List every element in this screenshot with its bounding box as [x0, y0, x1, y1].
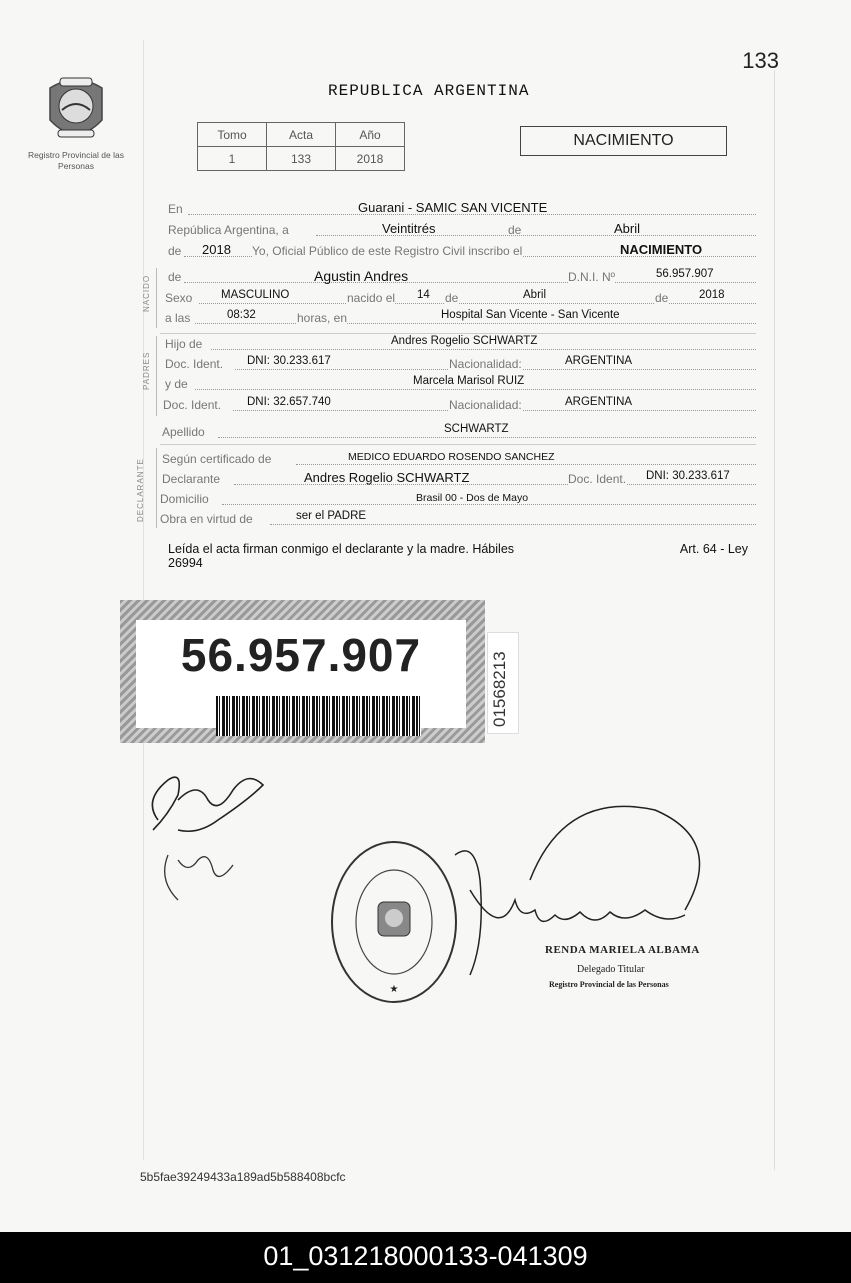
horas-en-label: horas, en [297, 311, 348, 325]
obra-value: ser el PADRE [296, 510, 367, 522]
sexo-label: Sexo [165, 291, 193, 305]
nacionalidad-label: Nacionalidad: [449, 398, 522, 412]
logo-caption: Registro Provincial de las Personas [28, 150, 124, 171]
obra-label: Obra en virtud de [160, 512, 253, 526]
sticker-serial: 01568213 [490, 651, 509, 727]
section-label-padres: PADRES [142, 351, 151, 390]
registry-value-acta: 133 [267, 147, 336, 171]
field-row-en [168, 200, 758, 218]
page-number: 133 [742, 48, 779, 73]
field-row-padre-doc [165, 355, 758, 373]
nacionalidad-label: Nacionalidad: [449, 357, 522, 371]
registry-table [197, 122, 405, 171]
padre-value: Andres Rogelio SCHWARTZ [391, 335, 538, 347]
right-margin-line [774, 70, 775, 1170]
field-row-sexo [165, 289, 758, 307]
declarante-value: Andres Rogelio SCHWARTZ [304, 470, 470, 485]
handwritten-signature-official [445, 800, 725, 985]
inscribo-value: NACIMIENTO [620, 242, 703, 257]
domicilio-value: Brasil 00 - Dos de Mayo [416, 492, 529, 504]
reading-note [168, 542, 748, 570]
note-law-number: 26994 [168, 556, 203, 570]
de4-label: de [445, 291, 459, 305]
doc-ident-label: Doc. Ident. [163, 398, 222, 412]
field-row-apellido [162, 423, 758, 441]
mes-value: Abril [614, 221, 641, 236]
sexo-value: MASCULINO [221, 289, 290, 301]
section-label-nacido: NACIDO [142, 274, 151, 312]
registry-value-anio: 2018 [336, 147, 405, 171]
doc-ident-label: Doc. Ident. [165, 357, 224, 371]
madre-doc-value: DNI: 32.657.740 [247, 396, 331, 408]
handwritten-signature-declarante [138, 760, 278, 910]
declarante-label: Declarante [162, 472, 221, 486]
declarante-bracket [156, 448, 157, 528]
declarante-doc-value: DNI: 30.233.617 [646, 470, 730, 482]
nac-dia-value: 14 [417, 289, 430, 301]
document-title: REPUBLICA ARGENTINA [328, 82, 530, 100]
dni-sticker [120, 600, 485, 743]
field-row-inscripcion [168, 242, 758, 260]
field-row-nombre [168, 268, 758, 286]
anio-value: 2018 [202, 242, 231, 257]
section-label-declarante: DECLARANTE [136, 458, 145, 522]
field-row-certificado [162, 450, 758, 468]
province-coat-of-arms-logo [40, 70, 112, 150]
field-row-fecha [168, 221, 758, 239]
de5-label: de [655, 291, 669, 305]
signer-name: RENDA MARIELA ALBAMA [545, 944, 700, 956]
apellido-value: SCHWARTZ [444, 423, 509, 435]
field-row-obra [160, 510, 758, 528]
field-row-declarante [162, 470, 758, 488]
de2-label: de [168, 244, 182, 258]
field-row-madre-doc [163, 396, 758, 414]
official-signature-block [545, 944, 700, 989]
dni-value: 56.957.907 [656, 268, 714, 280]
republica-label: República Argentina, a [168, 223, 289, 237]
footer-code: 01_031218000133-041309 [0, 1232, 851, 1283]
field-row-domicilio [160, 490, 758, 508]
doc-ident-label: Doc. Ident. [568, 472, 627, 486]
section-separator [160, 444, 756, 445]
field-row-padre [165, 335, 758, 353]
domicilio-label: Domicilio [160, 492, 209, 506]
section-separator [160, 333, 756, 334]
madre-nac-value: ARGENTINA [565, 396, 633, 408]
padre-nac-value: ARGENTINA [565, 355, 633, 367]
en-value: Guarani - SAMIC SAN VICENTE [358, 200, 548, 215]
signer-title: Delegado Titular [577, 964, 645, 975]
sticker-number: 56.957.907 [180, 629, 422, 681]
registry-header-tomo: Tomo [198, 123, 267, 147]
apellido-label: Apellido [162, 425, 205, 439]
dni-label: D.N.I. Nº [568, 270, 616, 284]
y-de-label: y de [165, 377, 188, 391]
a-las-label: a las [165, 311, 191, 325]
madre-value: Marcela Marisol RUIZ [413, 375, 525, 387]
signer-office: Registro Provincial de las Personas [549, 980, 669, 989]
act-type-box: NACIMIENTO [520, 126, 727, 156]
nombre-value: Agustin Andres [314, 268, 409, 284]
field-row-hora [165, 309, 758, 327]
document-hash: 5b5fae39249433a189ad5b588408bcfc [140, 1170, 346, 1184]
segun-label: Según certificado de [162, 452, 272, 466]
registry-header-acta: Acta [267, 123, 336, 147]
registry-seal-stamp [330, 840, 458, 1005]
nac-mes-value: Abril [523, 289, 547, 301]
registry-header-anio: Año [336, 123, 405, 147]
nacido-el-label: nacido el [347, 291, 396, 305]
note-text: Leída el acta firman conmigo el declarante y la madre. Hábiles [168, 542, 515, 556]
hijo-label: Hijo de [165, 337, 203, 351]
sticker-serial-label [487, 632, 519, 734]
registry-value-tomo: 1 [198, 147, 267, 171]
en-label: En [168, 202, 183, 216]
dia-value: Veintitrés [382, 221, 436, 236]
lugar-value: Hospital San Vicente - San Vicente [441, 309, 620, 321]
de-label: de [508, 223, 522, 237]
note-article: Art. 64 - Ley [679, 542, 748, 556]
hora-value: 08:32 [227, 309, 256, 321]
padres-bracket [156, 336, 157, 416]
de3-label: de [168, 270, 182, 284]
oficial-text: Yo, Oficial Público de este Registro Civil inscribo el [252, 244, 523, 258]
nacido-bracket [156, 268, 157, 328]
nac-anio-value: 2018 [699, 289, 725, 301]
field-row-madre [165, 375, 758, 393]
padre-doc-value: DNI: 30.233.617 [247, 355, 331, 367]
svg-text:★: ★ [389, 984, 399, 995]
sticker-barcode [216, 696, 421, 736]
certificado-value: MEDICO EDUARDO ROSENDO SANCHEZ [348, 451, 555, 463]
